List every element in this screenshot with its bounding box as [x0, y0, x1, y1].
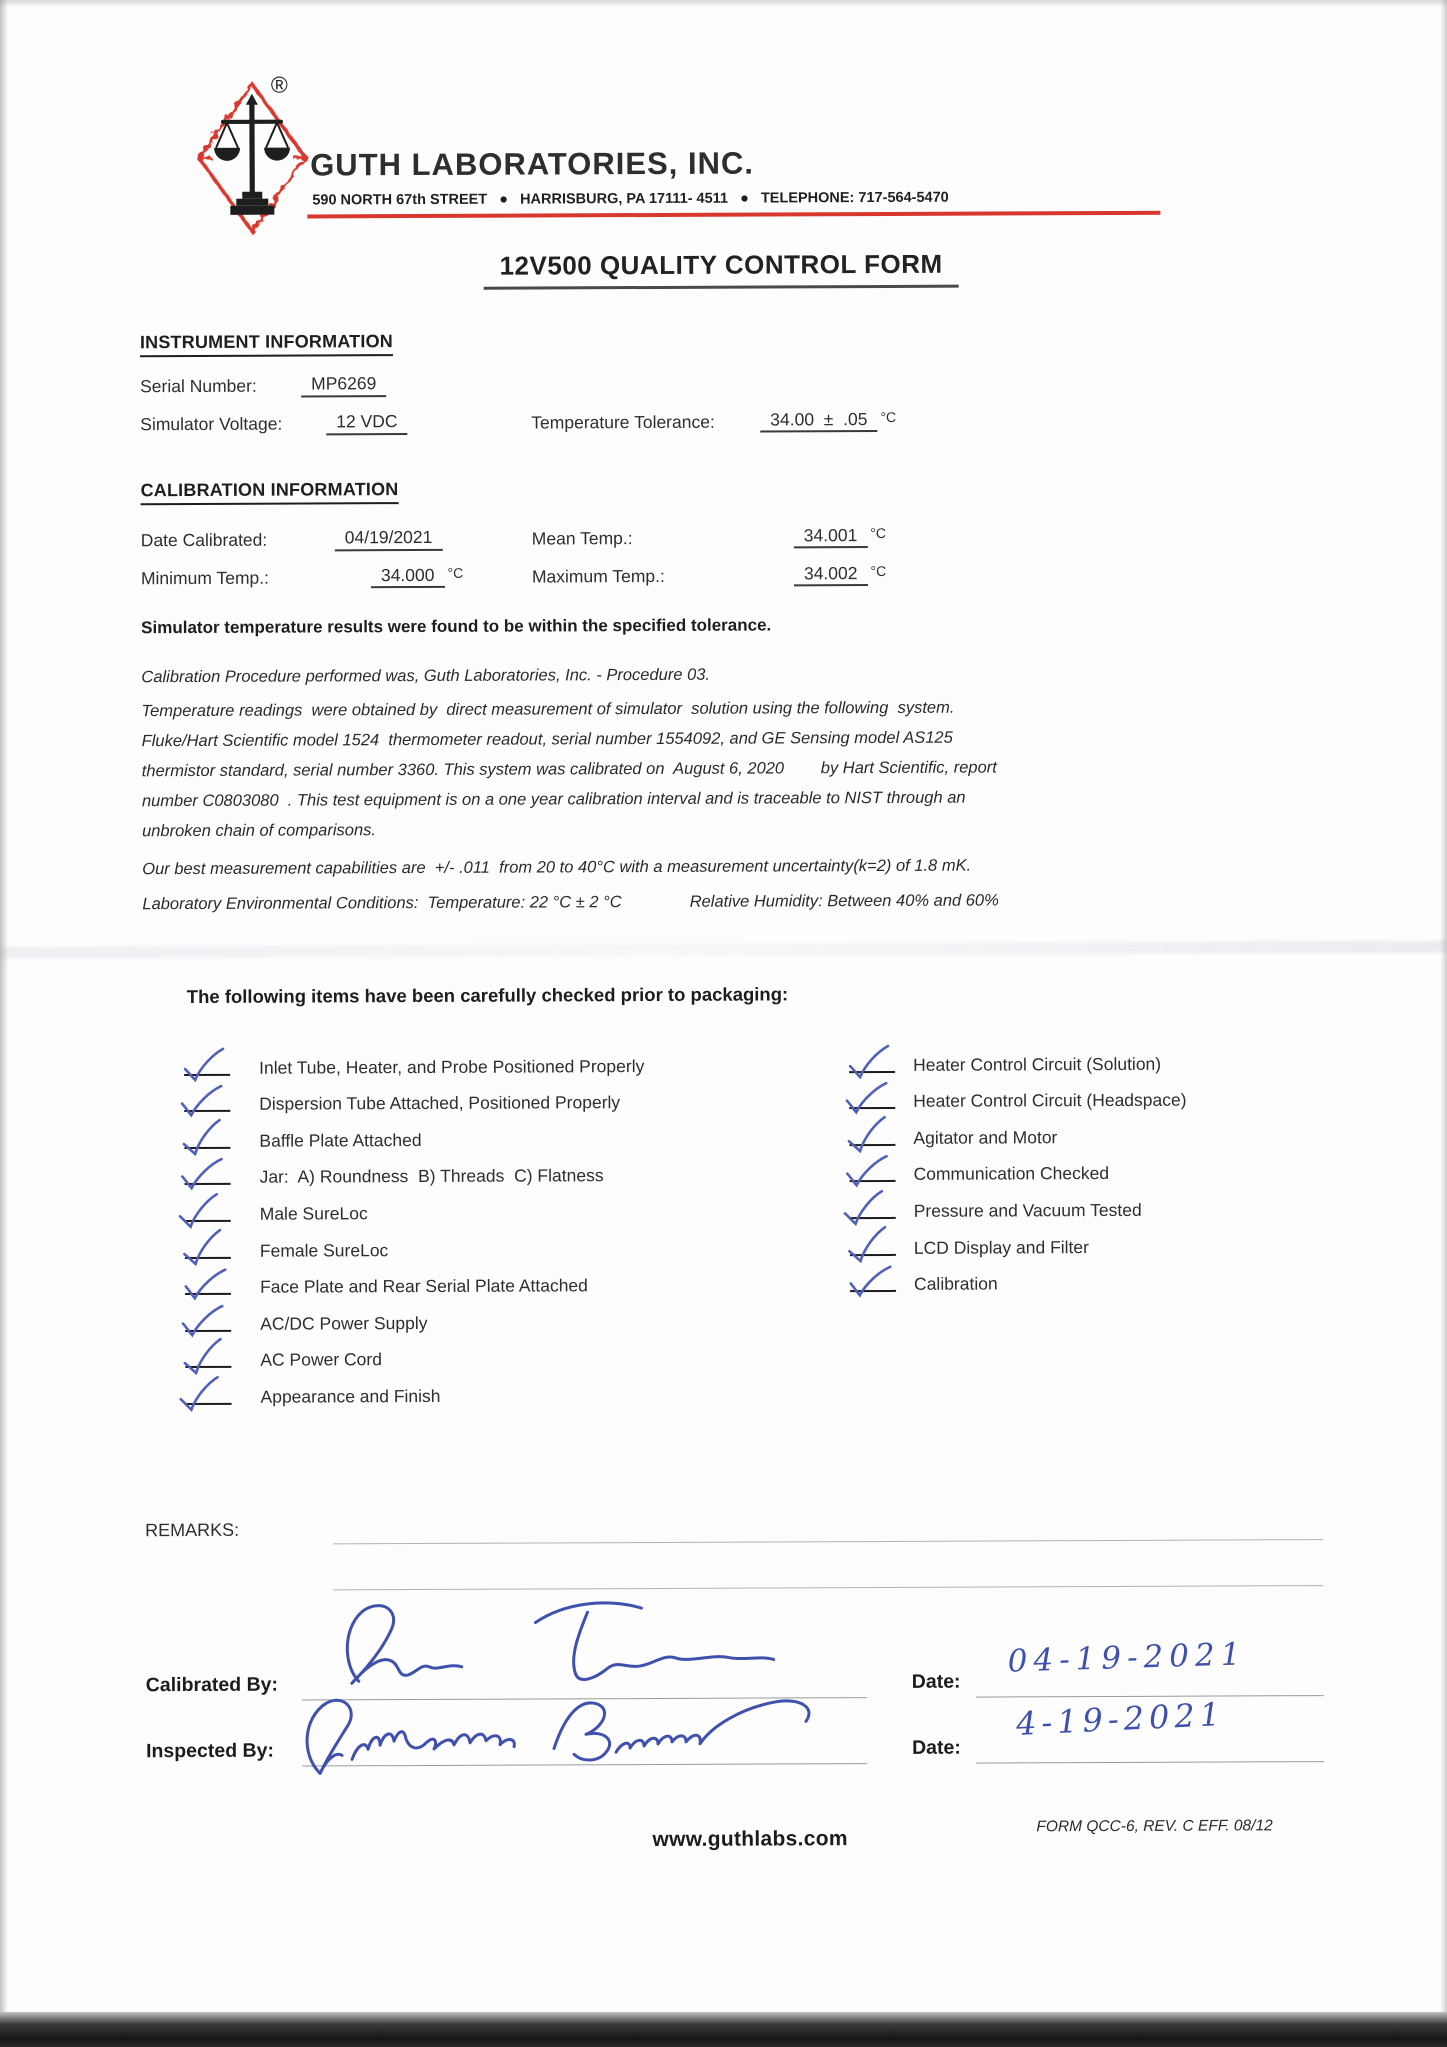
environment-conditions: Laboratory Environmental Conditions: Temperature: 22 °C ± 2 °C	[142, 893, 622, 914]
maximum-temp-unit: °C	[870, 562, 887, 580]
check-line	[185, 1292, 231, 1295]
inspected-date-line	[976, 1761, 1324, 1764]
calibrated-date-line	[976, 1695, 1324, 1698]
maximum-temp-label: Maximum Temp.:	[531, 565, 665, 587]
form-title: 12V500 QUALITY CONTROL FORM	[483, 249, 958, 290]
checklist-item: Communication Checked	[849, 1147, 1186, 1185]
checklist-item: Heater Control Circuit (Headspace)	[849, 1074, 1186, 1112]
checklist-item: Jar: A) Roundness B) Threads C) Flatness	[184, 1150, 644, 1189]
check-line	[184, 1146, 230, 1149]
calibrated-by-label: Calibrated By:	[145, 1673, 279, 1697]
checklist-item: Calibration	[850, 1257, 1187, 1295]
check-line	[186, 1402, 232, 1405]
scan-edge-top	[0, 0, 1447, 7]
mean-temp-label: Mean Temp.:	[531, 528, 633, 549]
checklist-item: AC/DC Power Supply	[185, 1296, 645, 1335]
remarks-line-1	[333, 1539, 1323, 1544]
checklist-item: LCD Display and Filter	[850, 1221, 1187, 1259]
checklist-item: Inlet Tube, Heater, and Probe Positioned Properly	[184, 1040, 644, 1079]
registered-trademark-symbol: ®	[270, 71, 288, 98]
check-line	[184, 1072, 230, 1075]
maximum-temp-value: 34.002	[794, 563, 868, 586]
remarks-line-2	[333, 1585, 1323, 1590]
environment-note	[142, 884, 1342, 919]
checkmark-icon	[175, 1375, 223, 1414]
calibrated-date-label: Date:	[911, 1670, 961, 1693]
check-line	[185, 1219, 231, 1222]
capabilities-note: Our best measurement capabilities are +/- .011 from 20 to 40°C with a measurement uncertainty(k=2) of 1.8 mK.	[142, 856, 972, 879]
instrument-info-heading: INSTRUMENT INFORMATION	[140, 331, 393, 357]
scan-edge-bottom	[0, 2012, 1447, 2047]
company-address: 590 NORTH 67th STREET ● HARRISBURG, PA 17111- 4511 ● TELEPHONE: 717-564-5470	[312, 189, 949, 209]
check-line	[849, 1070, 895, 1073]
check-line	[849, 1106, 895, 1109]
date-calibrated-label: Date Calibrated:	[140, 529, 268, 551]
form-reference: FORM QCC-6, REV. C EFF. 08/12	[1036, 1817, 1273, 1836]
inspected-by-label: Inspected By:	[146, 1739, 274, 1763]
mean-temp-unit: °C	[870, 524, 887, 542]
check-line	[185, 1255, 231, 1258]
minimum-temp-unit: °C	[447, 564, 464, 581]
mean-temp-value: 34.001	[794, 525, 868, 548]
simulator-voltage-label: Simulator Voltage:	[140, 413, 283, 435]
check-line	[850, 1216, 896, 1219]
website-url: www.guthlabs.com	[652, 1827, 848, 1852]
checkmark-icon	[845, 1044, 891, 1080]
checklist-item: Heater Control Circuit (Solution)	[849, 1038, 1186, 1076]
inspected-date-label: Date:	[912, 1736, 961, 1759]
temperature-tolerance-label: Temperature Tolerance:	[531, 411, 715, 433]
checkmark-icon	[180, 1046, 226, 1082]
checkmark-icon	[845, 1261, 894, 1301]
check-line	[185, 1365, 231, 1368]
header-red-rule	[307, 211, 1160, 219]
check-line	[185, 1329, 231, 1332]
calibration-info-heading: CALIBRATION INFORMATION	[141, 479, 399, 505]
check-line	[850, 1179, 896, 1182]
check-line	[850, 1289, 896, 1292]
scan-edge-right	[1440, 0, 1447, 2047]
checklist-item: Pressure and Vacuum Tested	[850, 1184, 1187, 1222]
checklist-item: Male SureLoc	[185, 1186, 645, 1225]
checklist-item: Dispersion Tube Attached, Positioned Properly	[184, 1077, 644, 1116]
relative-humidity: Relative Humidity: Between 40% and 60%	[689, 891, 999, 911]
checklist-left-column	[184, 1040, 646, 1408]
serial-number-value: MP6269	[301, 373, 386, 397]
check-line	[184, 1109, 230, 1112]
checklist-heading: The following items have been carefully checked prior to packaging:	[186, 983, 789, 1008]
tolerance-result-statement: Simulator temperature results were found to be within the specified tolerance.	[141, 615, 772, 638]
checklist-item: Appearance and Finish	[185, 1369, 645, 1408]
title-row	[0, 247, 1445, 292]
minimum-temp-value: 34.000	[371, 565, 445, 588]
serial-number-label: Serial Number:	[140, 375, 257, 397]
check-line	[849, 1143, 895, 1146]
date-calibrated-value: 04/19/2021	[335, 527, 443, 551]
measurement-system-note: Temperature readings were obtained by direct measurement of simulator solution using the following system. Fluke/Hart Scientific model 1524 thermometer readout, serial number 1554092, and GE Sensing model AS125 thermistor standard, serial number 3360. This system was calibrated on August 6, 2020 by Hart Scientific, report number C0803080 . This test equipment is on a one year calibration interval and is traceable to NIST through an unbroken chain of comparisons.	[141, 698, 997, 841]
company-name: GUTH LABORATORIES, INC.	[310, 145, 755, 183]
checklist-right-column	[849, 1038, 1187, 1296]
checklist-item: Baffle Plate Attached	[184, 1113, 644, 1152]
calibrated-date-handwritten: 04-19-2021	[1007, 1636, 1247, 1680]
checklist-item: Face Plate and Rear Serial Plate Attached	[185, 1260, 645, 1299]
check-line	[850, 1252, 896, 1255]
scan-streak-artifact	[1, 941, 1447, 959]
checklist-item: Female SureLoc	[185, 1223, 645, 1262]
check-line	[185, 1182, 231, 1185]
simulator-voltage-value: 12 VDC	[326, 411, 407, 435]
procedure-note: Calibration Procedure performed was, Guth Laboratories, Inc. - Procedure 03.	[141, 665, 711, 687]
tolerance-unit: °C	[880, 408, 897, 425]
inspected-signature	[286, 1687, 846, 1794]
inspected-date-handwritten: 4-19-2021	[1015, 1694, 1226, 1743]
remarks-label: REMARKS:	[145, 1519, 240, 1541]
scan-edge-left	[0, 0, 8, 2047]
minimum-temp-label: Minimum Temp.:	[140, 567, 270, 589]
checklist-item: Agitator and Motor	[849, 1111, 1186, 1149]
checklist-item: AC Power Cord	[185, 1333, 645, 1372]
company-logo-scales-icon	[193, 77, 312, 238]
temperature-tolerance-value: 34.00 ± .05	[760, 409, 877, 433]
